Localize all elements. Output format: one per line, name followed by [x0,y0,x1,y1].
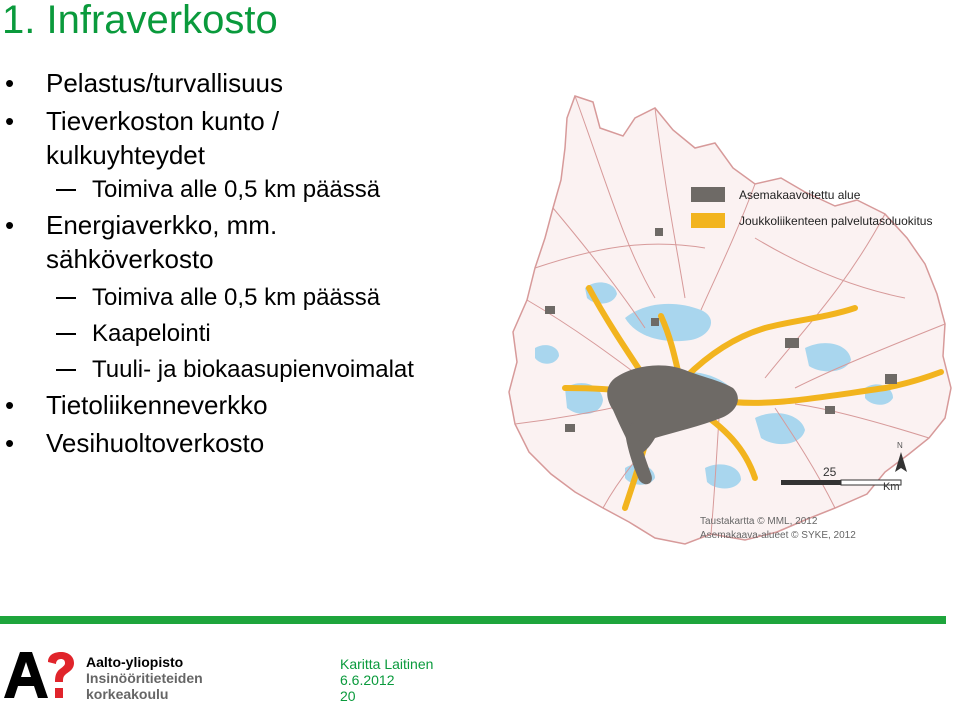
footer-info [340,656,433,704]
region-map [505,88,960,548]
bullet-item: • Vesihuoltoverkosto [5,428,265,458]
legend-label-urban: Asemakaavoitettu alue [739,188,861,202]
aalto-logo [4,652,74,698]
sub-bullet-item: Toimiva alle 0,5 km päässä [0,280,470,316]
scale-value: 25 [823,465,837,479]
bullet-item: • Tieverkoston kunto / [5,106,280,136]
footer-rule [0,616,946,624]
author: Karitta Laitinen [340,656,434,672]
sub-bullet-item: Tuuli- ja biokaasupienvoimalat [0,352,470,388]
north-label: N [897,441,903,450]
date: 6.6.2012 [340,672,395,688]
slide-title: 1. Infraverkosto [2,0,278,42]
sub-bullet-item: Toimiva alle 0,5 km päässä [0,172,470,208]
legend-label-transit: Joukkoliikenteen palvelutasoluokitus [739,214,933,228]
bullet-item: • Pelastus/turvallisuus [5,68,283,98]
map-credit: Taustakartta © MML, 2012 [700,516,818,527]
university-name: Aalto-yliopisto Insinööritieteiden korkeakoulu [86,654,203,702]
page-number: 20 [340,688,356,704]
bullet-item-continuation: kulkuyhteydet [46,140,205,170]
scale-unit: Km [883,481,900,493]
legend-swatch-urban [691,187,725,202]
sub-bullet-item: Kaapelointi [0,316,470,352]
bullet-item: • Energiaverkko, mm. [5,210,278,240]
bullet-item-continuation: sähköverkosto [46,244,214,274]
legend-swatch-transit [691,213,725,228]
bullet-list [0,66,470,460]
scale-bar [781,480,841,485]
bullet-item: • Tietoliikenneverkko [5,390,268,420]
map-credit: Asemakaava-alueet © SYKE, 2012 [700,530,856,541]
